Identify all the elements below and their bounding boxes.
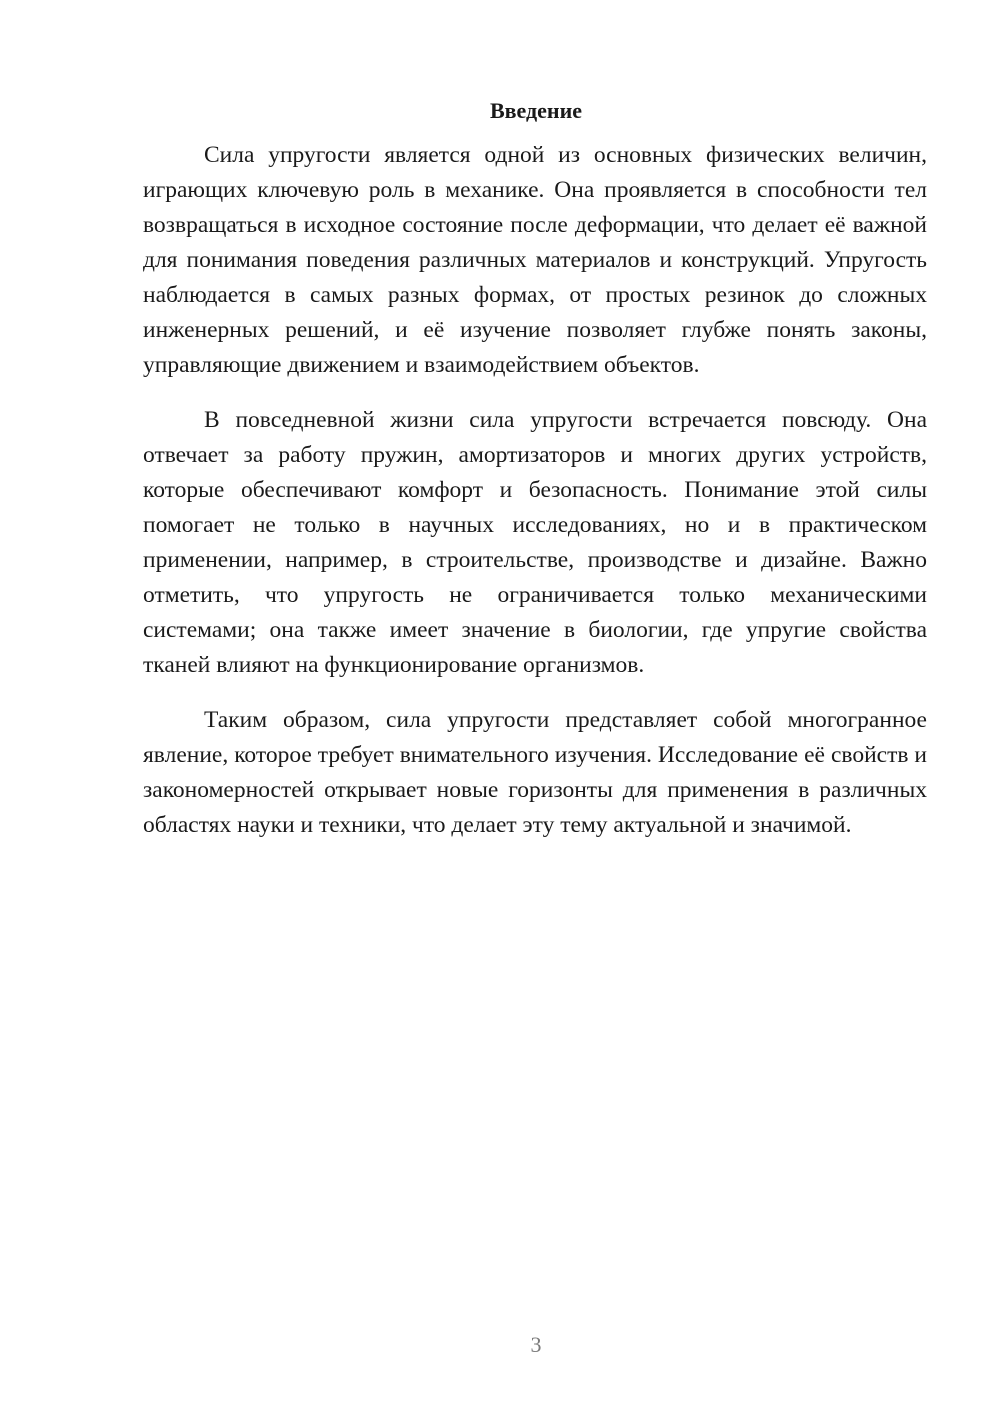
page-heading: Введение	[489, 98, 583, 123]
paragraph-2: В повседневной жизни сила упругости встречается повсюду. Она отвечает за работу пружин, амортизаторов и многих других устройств, которые обеспечивают комфорт и безопасность. Понимание этой силы помогает не только в научных исследованиях, но и в практическом применении, например, в строительстве, производстве и дизайне. Важно отметить, что упругость не ограничивается только механическими системами; она также имеет значение в биологии, где упругие свойства тканей влияют на функционирование организмов.	[143, 407, 927, 678]
page-number: 3	[530, 1332, 542, 1357]
page-content	[143, 96, 927, 863]
paragraph-1: Сила упругости является одной из основных физических величин, играющих ключевую роль в механике. Она проявляется в способности тел возвращаться в исходное состояние после деформации, что делает её важной для понимания поведения различных материалов и конструкций. Упругость наблюдается в самых разных формах, от простых резинок до сложных инженерных решений, и её изучение позволяет глубже понять законы, управляющие движением и взаимодействием объектов.	[143, 142, 927, 378]
paragraph-3: Таким образом, сила упругости представляет собой многогранное явление, которое требует внимательного изучения. Исследование её свойств и закономерностей открывает новые горизонты для применения в различных областях науки и техники, что делает эту тему актуальной и значимой.	[143, 707, 927, 838]
